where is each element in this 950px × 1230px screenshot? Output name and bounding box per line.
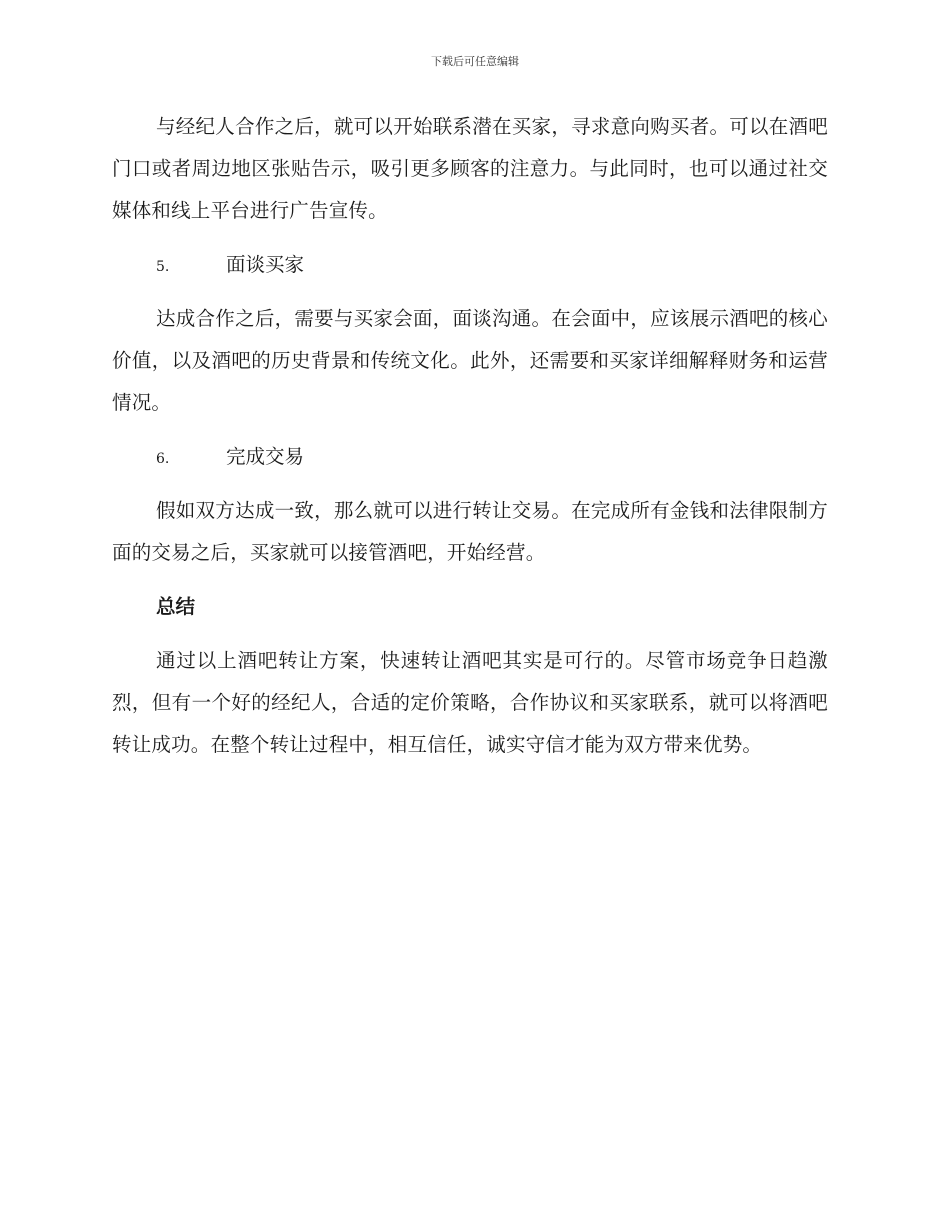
list-item-meet-buyers: [112, 244, 828, 288]
paragraph-complete-deal: 假如双方达成一致，那么就可以进行转让交易。在完成所有金钱和法律限制方面的交易之后，买家就可以接管酒吧，开始经营。: [112, 499, 828, 564]
list-item-complete-deal: [112, 436, 828, 480]
paragraph-summary: 通过以上酒吧转让方案，快速转让酒吧其实是可行的。尽管市场竞争日趋激烈，但有一个好的经纪人，合适的定价策略，合作协议和买家联系，就可以将酒吧转让成功。在整个转让过程中，相互信任，诚实守信才能为双方带来优势。: [112, 649, 828, 756]
document-body: [112, 106, 828, 778]
paragraph-contact-buyers: 与经纪人合作之后，就可以开始联系潜在买家，寻求意向购买者。可以在酒吧门口或者周边地区张贴告示，吸引更多顾客的注意力。与此同时，也可以通过社交媒体和线上平台进行广告宣传。: [112, 115, 828, 222]
list-number: 5.: [156, 259, 170, 275]
list-label: 完成交易: [226, 445, 305, 468]
list-number: 6.: [156, 451, 170, 467]
paragraph-meet-buyers: 达成合作之后，需要与买家会面，面谈沟通。在会面中，应该展示酒吧的核心价值，以及酒吧的历史背景和传统文化。此外，还需要和买家详细解释财务和运营情况。: [112, 307, 828, 414]
section-title-summary: 总结: [156, 595, 196, 618]
list-label: 面谈买家: [226, 253, 305, 276]
header-note: 下载后可任意编辑: [431, 55, 519, 68]
